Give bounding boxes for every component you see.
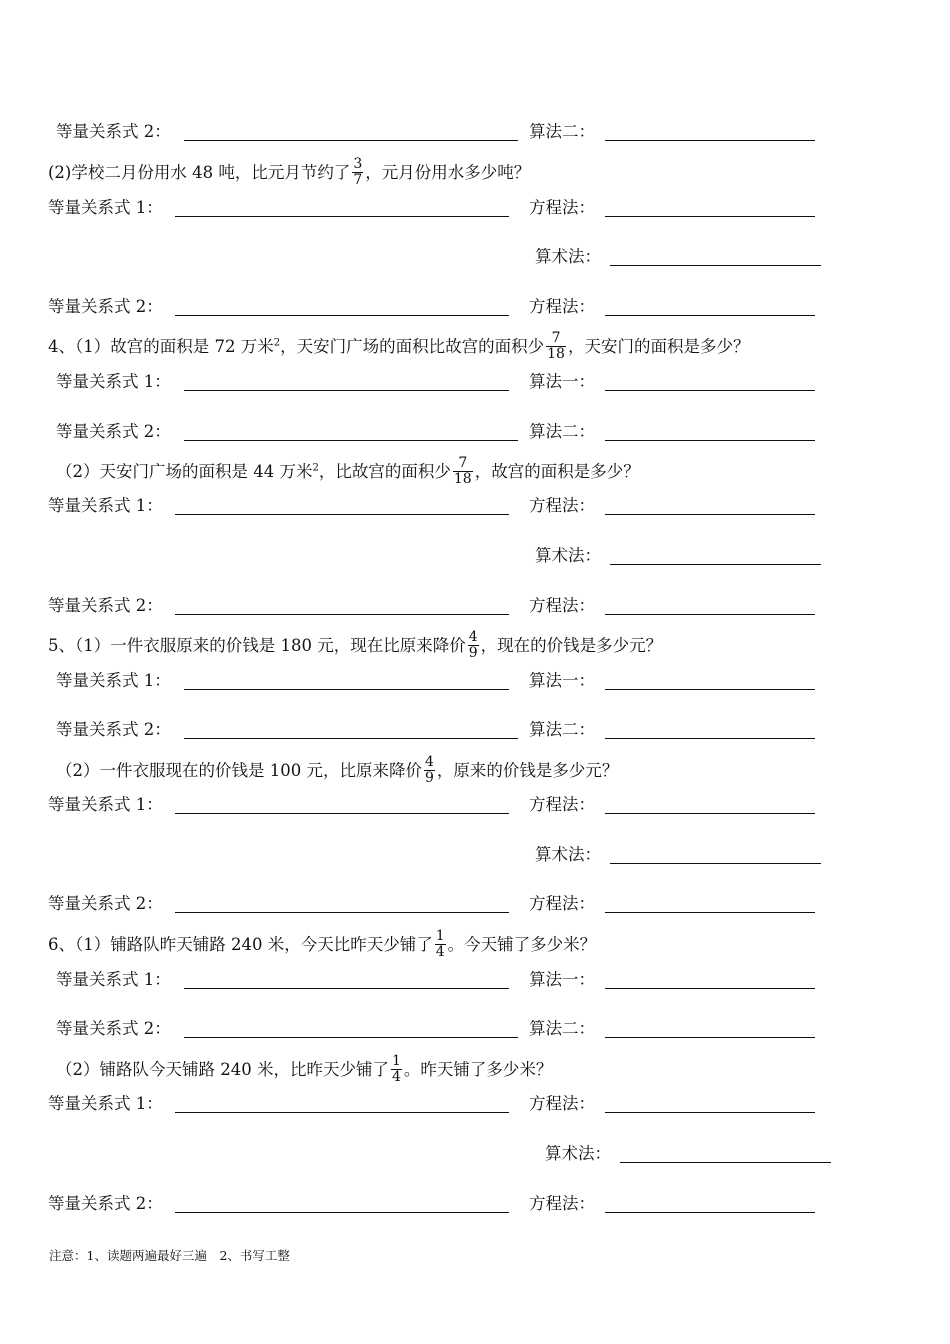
fraction: $\frac{1}{4}$: [391, 1053, 401, 1085]
method-2-answer-line[interactable]: [605, 1037, 815, 1038]
relation-1-answer-line[interactable]: [184, 988, 509, 989]
equation-method-answer-line[interactable]: [605, 813, 815, 814]
question-6-part-2: （2）铺路队今天铺路 240 米，比昨天少铺了 $\frac{1}{4}$ 。昨天铺了多少米？: [56, 1053, 553, 1085]
arithmetic-method-label: 算术法：: [535, 845, 601, 864]
relation-1-answer-line[interactable]: [175, 514, 509, 515]
method-2-label: 算法二：: [529, 720, 595, 739]
relation-1-answer-line[interactable]: [184, 689, 509, 690]
relation-2-answer-line[interactable]: [175, 912, 509, 913]
relation-2-label: 等量关系式 2：: [48, 297, 163, 316]
arithmetic-method-answer-line[interactable]: [610, 265, 821, 266]
relation-2-label: 等量关系式 2：: [56, 720, 171, 739]
fraction: $\frac{7}{18}$: [547, 330, 565, 362]
method-2-label: 算法二：: [529, 1019, 595, 1038]
arithmetic-method-label: 算术法：: [535, 546, 601, 565]
question-5-part-1: 5、（1）一件衣服原来的价钱是 180 元，现在比原来降价 $\frac{4}{9}$ ，现在的价钱是多少元？: [48, 629, 663, 661]
relation-2-label: 等量关系式 2：: [48, 1194, 163, 1213]
equation-method-label: 方程法：: [529, 1194, 595, 1213]
method-2-answer-line[interactable]: [605, 440, 815, 441]
equation-method-answer-line[interactable]: [605, 1212, 815, 1213]
question-4-part-1: 4、（1）故宫的面积是 72 万米$^2$，天安门广场的面积比故宫的面积少 $\frac{7}{18}$ ，天安门的面积是多少？: [48, 330, 750, 362]
relation-2-answer-line[interactable]: [184, 738, 518, 739]
fraction: $\frac{7}{18}$: [453, 455, 472, 487]
relation-2-label: 等量关系式 2：: [56, 1019, 171, 1038]
relation-2-answer-line[interactable]: [175, 1212, 509, 1213]
method-1-label: 算法一：: [529, 671, 595, 690]
question-6-part-1: 6、（1）铺路队昨天铺路 240 米，今天比昨天少铺了 $\frac{1}{4}$ 。今天铺了多少米？: [48, 928, 597, 960]
relation-1-answer-line[interactable]: [175, 1112, 509, 1113]
relation-2-answer-line[interactable]: [184, 140, 518, 141]
method-2-label: 算法二：: [529, 122, 595, 141]
arithmetic-method-answer-line[interactable]: [610, 863, 821, 864]
question-4-part-2: （2）天安门广场的面积是 44 万米$^2$，比故宫的面积少 $\frac{7}{18}$ ，故宫的面积是多少？: [56, 455, 640, 487]
relation-1-label: 等量关系式 1：: [56, 970, 171, 989]
footer-note: 注意：1、读题两遍最好三遍 2、书写工整: [49, 1248, 290, 1263]
fraction: $\frac{3}{7}$: [353, 156, 363, 188]
method-1-answer-line[interactable]: [605, 390, 815, 391]
arithmetic-method-label: 算术法：: [535, 247, 601, 266]
equation-method-answer-line[interactable]: [605, 1112, 815, 1113]
relation-2-label: 等量关系式 2：: [48, 596, 163, 615]
relation-1-label: 等量关系式 1：: [48, 496, 163, 515]
fraction: $\frac{4}{9}$: [468, 629, 478, 661]
equation-method-label: 方程法：: [529, 1094, 595, 1113]
method-2-answer-line[interactable]: [605, 140, 815, 141]
method-1-answer-line[interactable]: [605, 988, 815, 989]
relation-1-answer-line[interactable]: [175, 216, 509, 217]
arithmetic-method-label: 算术法：: [545, 1144, 611, 1163]
equation-method-label: 方程法：: [529, 297, 595, 316]
arithmetic-method-answer-line[interactable]: [620, 1162, 831, 1163]
relation-2-label: 等量关系式 2：: [56, 122, 171, 141]
relation-1-label: 等量关系式 1：: [56, 372, 171, 391]
equation-method-label: 方程法：: [529, 596, 595, 615]
relation-2-label: 等量关系式 2：: [48, 894, 163, 913]
fraction: $\frac{1}{4}$: [435, 928, 445, 960]
method-1-label: 算法一：: [529, 372, 595, 391]
equation-method-answer-line[interactable]: [605, 912, 815, 913]
relation-2-answer-line[interactable]: [175, 315, 509, 316]
equation-method-label: 方程法：: [529, 496, 595, 515]
equation-method-label: 方程法：: [529, 198, 595, 217]
relation-1-label: 等量关系式 1：: [48, 1094, 163, 1113]
relation-2-answer-line[interactable]: [184, 1037, 518, 1038]
method-2-label: 算法二：: [529, 422, 595, 441]
relation-1-answer-line[interactable]: [184, 390, 509, 391]
equation-method-answer-line[interactable]: [605, 514, 815, 515]
method-2-answer-line[interactable]: [605, 738, 815, 739]
equation-method-label: 方程法：: [529, 795, 595, 814]
question-3-part-2: (2)学校二月份用水 48 吨，比元月节约了 $\frac{3}{7}$ ，元月份用水多少吨？: [48, 156, 531, 188]
equation-method-answer-line[interactable]: [605, 216, 815, 217]
arithmetic-method-answer-line[interactable]: [610, 564, 821, 565]
relation-2-label: 等量关系式 2：: [56, 422, 171, 441]
relation-2-answer-line[interactable]: [175, 614, 509, 615]
relation-2-answer-line[interactable]: [184, 440, 518, 441]
equation-method-answer-line[interactable]: [605, 315, 815, 316]
relation-1-label: 等量关系式 1：: [48, 795, 163, 814]
fraction: $\frac{4}{9}$: [424, 754, 434, 786]
method-1-label: 算法一：: [529, 970, 595, 989]
relation-1-label: 等量关系式 1：: [56, 671, 171, 690]
question-5-part-2: （2）一件衣服现在的价钱是 100 元，比原来降价 $\frac{4}{9}$ ，原来的价钱是多少元？: [56, 754, 619, 786]
relation-1-answer-line[interactable]: [175, 813, 509, 814]
equation-method-answer-line[interactable]: [605, 614, 815, 615]
equation-method-label: 方程法：: [529, 894, 595, 913]
relation-1-label: 等量关系式 1：: [48, 198, 163, 217]
method-1-answer-line[interactable]: [605, 689, 815, 690]
